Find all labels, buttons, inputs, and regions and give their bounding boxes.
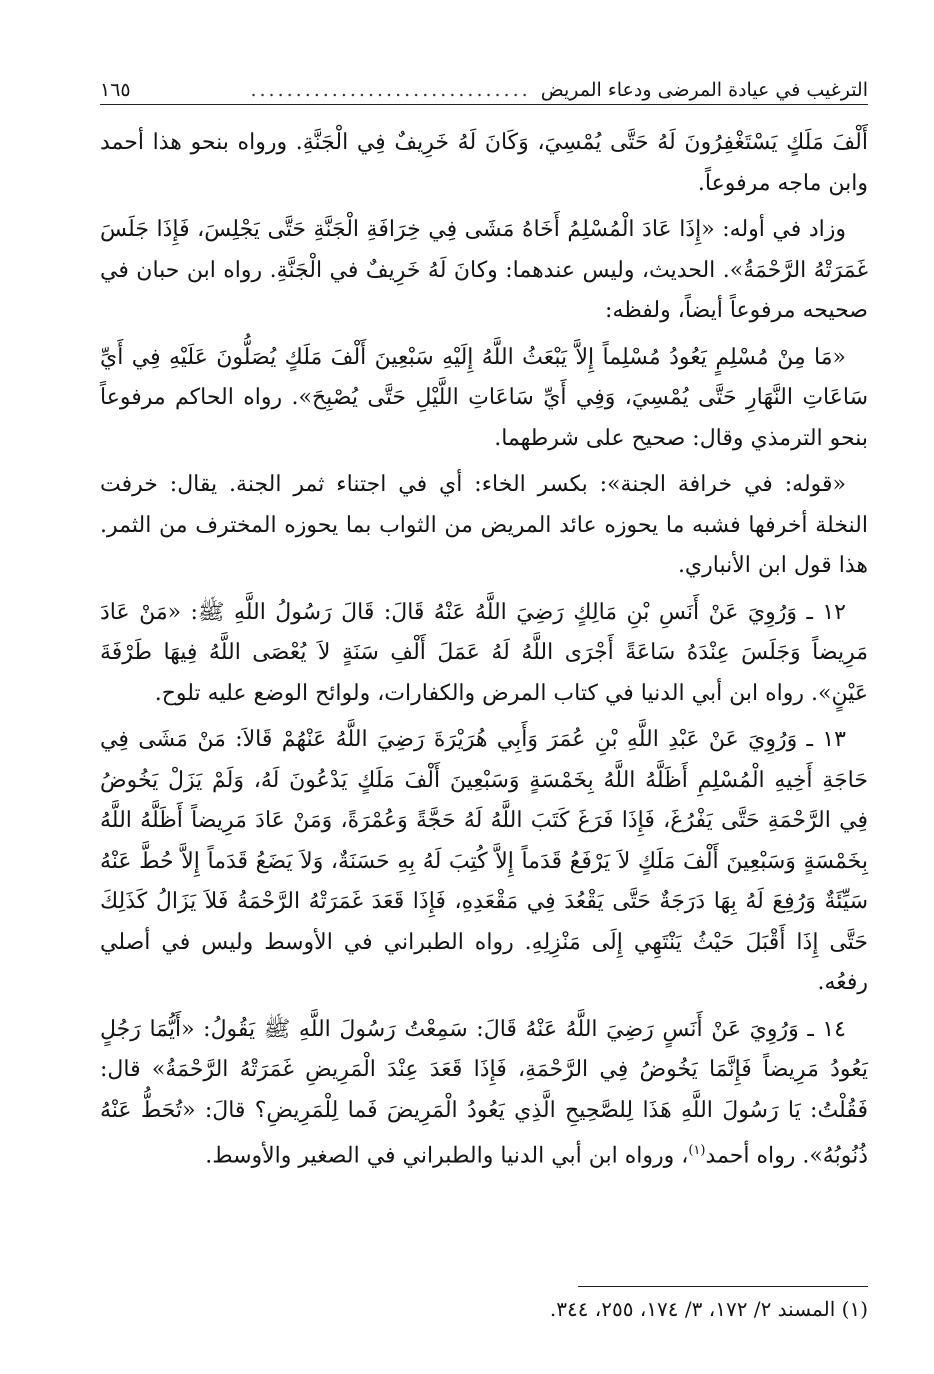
paragraph-2: وزاد في أوله: «إِذَا عَادَ الْمُسْلِمُ أَخَاهُ مَشَى فِي خِرَافَةِ الْجَنَّةِ حَتَّى يَجْلِسَ، فَإِذَا جَلَسَ غَمَرَتْهُ الرَّحْمَةُ». الحديث، وليس عندهما: وكانَ لَهُ خَرِيفٌ في الْجَنَّةِ. رواه ابن حبان في صحيحه مرفوعاً أيضاً، ولفظه: bbox=[100, 217, 868, 323]
header-leader-dots: ............................... bbox=[250, 79, 531, 101]
running-header bbox=[100, 76, 868, 105]
footnote-text: المسند ٢/ ١٧٢، ٣/ ١٧٤، ٢٥٥، ٣٤٤. bbox=[549, 1297, 836, 1321]
footnote-marker: (١) bbox=[841, 1297, 868, 1321]
hadith-12: ١٢ ـ وَرُوِيَ عَنْ أَنَسِ بْنِ مَالِكٍ رَضِيَ اللَّهُ عَنْهُ قَالَ: قَالَ رَسُولُ اللَّهِ ﷺ: «مَنْ عَادَ مَرِيضاً وَجَلَسَ عِنْدَهُ سَاعَةً أَجْرَى اللَّهُ لَهُ عَمَلَ أَلْفِ سَنَةٍ لاَ يُعْصَى اللَّهُ فِيهَا طَرْفَةَ عَيْنٍ». رواه ابن أبي الدنيا في كتاب المرض والكفارات، ولوائح الوضع عليه تلوح. bbox=[100, 599, 868, 706]
paragraph-1: أَلْفَ مَلَكٍ يَسْتَغْفِرُونَ لَهُ حَتَّى يُمْسِيَ، وَكَانَ لَهُ خَرِيفٌ فِي الْجَنَّةِ. ورواه بنحو هذا أحمد وابن ماجه مرفوعاً. bbox=[100, 130, 868, 196]
footnote bbox=[550, 1294, 868, 1324]
footnote-separator bbox=[578, 1286, 868, 1287]
document-page bbox=[100, 76, 868, 1346]
paragraph-4: «قوله: في خرافة الجنة»: بكسر الخاء: أي في اجتناء ثمر الجنة. يقال: خرفت النخلة أخرفها فشبه ما يحوزه عائد المريض من الثواب بما يحوزه المخترف من الثمر. هذا قول ابن الأنباري. bbox=[100, 472, 868, 578]
hadith-14-tail: ، ورواه ابن أبي الدنيا والطبراني في الصغير والأوسط. bbox=[205, 1143, 689, 1169]
page-number: ١٦٥ bbox=[100, 79, 131, 101]
hadith-14 bbox=[100, 1010, 868, 1177]
hadith-13: ١٣ ـ وَرُوِيَ عَنْ عَبْدِ اللَّهِ بْنِ عُمَرَ وَأَبِي هُرَيْرَةَ رَضِيَ اللَّهُ عَنْهُمْ قَالاَ: مَنْ مَشَى فِي حَاجَةِ أَخِيهِ الْمُسْلِمِ أَظَلَّهُ اللَّهُ بِخَمْسَةٍ وَسَبْعِينَ أَلْفَ مَلَكٍ يَدْعُونَ لَهُ، وَلَمْ يَزَلْ يَخُوضُ فِي الرَّحْمَةِ حَتَّى يَفْرُغَ، فَإِذَا فَرَغَ كَتَبَ اللَّهُ لَهُ حَجَّةً وَعُمْرَةً، وَمَنْ عَادَ مَرِيضاً أَظَلَّهُ اللَّهُ بِخَمْسَةٍ وَسَبْعِينَ أَلْفَ مَلَكٍ لاَ يَرْفَعُ قَدَماً إِلاَّ كُتِبَ لَهُ بِهِ حَسَنَةٌ، وَلاَ يَضَعُ قَدَماً إِلاَّ حُطَّ عَنْهُ سَيِّئَةٌ وَرُفِعَ لَهُ بِهَا دَرَجَةٌ حَتَّى يَقْعُدَ فِي مَقْعَدِهِ، فَإِذَا قَعَدَ غَمَرَتْهُ الرَّحْمَةُ فَلاَ يَزَالُ كَذَلِكَ حَتَّى إِذَا أَقْبَلَ حَيْثُ يَنْتَهِي إِلَى مَنْزِلِهِ. رواه الطبراني في الأوسط وليس في أصلي رفعُه. bbox=[100, 727, 868, 995]
header-title: الترغيب في عيادة المرضى ودعاء المريض bbox=[540, 79, 868, 101]
footnote-ref[interactable]: (١) bbox=[688, 1143, 706, 1158]
body-text bbox=[100, 123, 868, 1177]
paragraph-3: «مَا مِنْ مُسْلِمٍ يَعُودُ مُسْلِماً إِلاَّ يَبْعَثُ اللَّهُ إِلَيْهِ سَبْعِينَ أَلْفَ مَلَكٍ يُصَلُّونَ عَلَيْهِ فِي أَيِّ سَاعَاتِ النَّهَارِ حَتَّى يُمْسِيَ، وَفِي أَيِّ سَاعَاتِ اللَّيْلِ حَتَّى يُصْبِحَ». رواه الحاكم مرفوعاً بنحو الترمذي وقال: صحيح على شرطهما. bbox=[100, 344, 868, 451]
hadith-14-text: ١٤ ـ وَرُوِيَ عَنْ أَنَسٍ رَضِيَ اللَّهُ عَنْهُ قَالَ: سَمِعْتُ رَسُولَ اللَّهِ ﷺ يَقُولُ: «أَيُّمَا رَجُلٍ يَعُودُ مَرِيضاً فَإِنَّمَا يَخُوضُ فِي الرَّحْمَةِ، فَإِذَا قَعَدَ عِنْدَ الْمَرِيضِ غَمَرَتْهُ الرَّحْمَةُ» قال: فَقُلْتُ: يَا رَسُولَ اللَّهِ هَذَا لِلصَّحِيحِ الَّذِي يَعُودُ الْمَرِيضَ فَما لِلْمَرِيضِ؟ قالَ: «تُحَطُّ عَنْهُ ذُنُوبُهُ». رواه أحمد bbox=[100, 1016, 868, 1169]
